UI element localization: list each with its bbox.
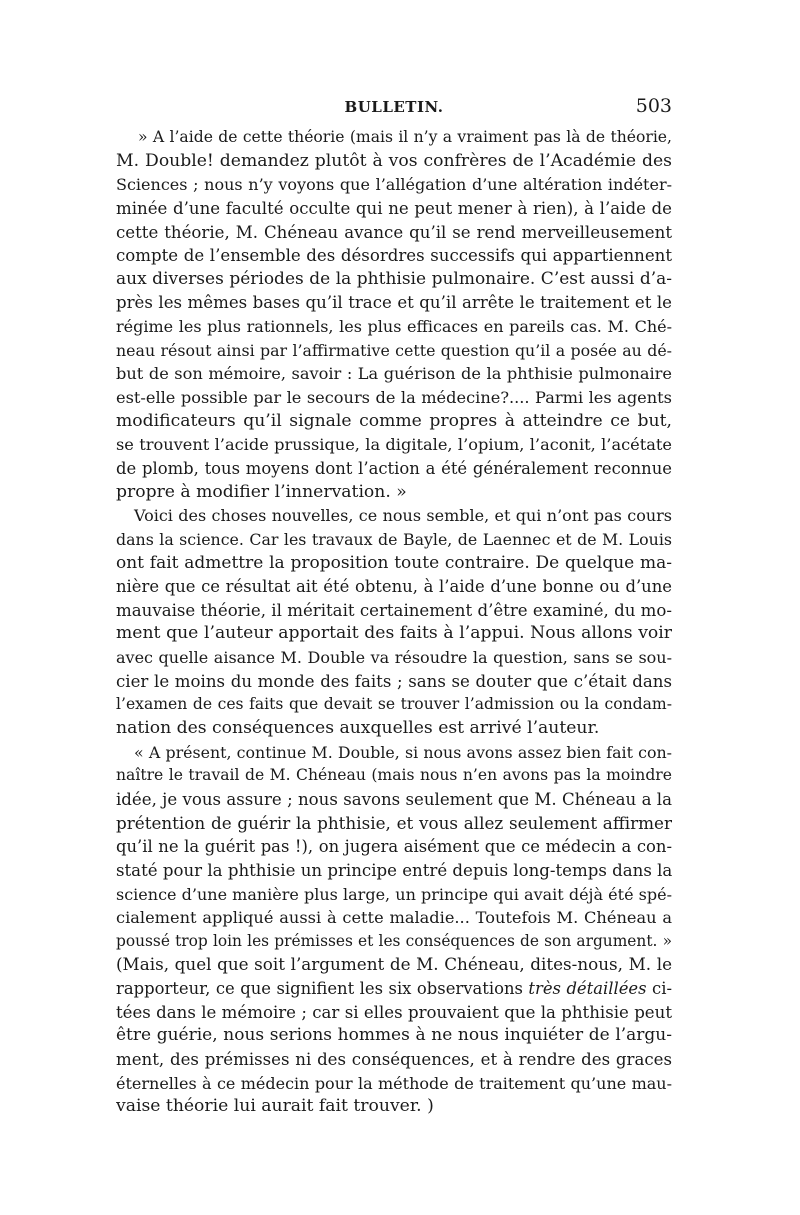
text-line: éternelles à ce médecin pour la méthode de traitement qu’une mau- — [116, 1073, 672, 1093]
text-line: prétention de guérir la phthisie, et vous allez seulement affirmer — [116, 812, 672, 833]
text-line: M. Double! demandez plutôt à vos confrères de l’Académie des — [116, 150, 672, 171]
text-line: près les mêmes bases qu’il trace et qu’il arrête le traitement et le — [116, 293, 672, 313]
text-line: cier le moins du monde des faits ; sans se douter que c’était dans — [116, 671, 672, 691]
page-number: 503 — [635, 95, 672, 117]
text-line: but de son mémoire, savoir : La guérison de la phthisie pulmonaire — [116, 364, 672, 384]
text-line: (Mais, quel que soit l’argument de M. Chéneau, dites-nous, M. le — [116, 954, 672, 975]
text-line: nière que ce résultat ait été obtenu, à l’aide d’une bonne ou d’une — [116, 577, 672, 597]
text-line: naître le travail de M. Chéneau (mais nous n’en avons pas la moindre — [116, 766, 672, 785]
text-line: ment que l’auteur apportait des faits à l’appui. Nous allons voir — [116, 623, 672, 644]
text-line: mauvaise théorie, il méritait certainement d’être examiné, du mo- — [116, 600, 672, 620]
text-segment: ci- — [646, 979, 672, 999]
text-line: » A l’aide de cette théorie (mais il n’y a vraiment pas là de théorie, — [138, 128, 672, 146]
text-line: être guérie, nous serions hommes à ne nous inquiéter de l’argu- — [116, 1025, 672, 1046]
text-line: nation des conséquences auxquelles est arrivé l’auteur. — [116, 718, 600, 739]
text-line-mixed — [116, 977, 672, 1001]
italic-emphasis: très détaillées — [528, 979, 647, 999]
text-line: l’examen de ces faits que devait se trouver l’admission ou la condam- — [116, 695, 672, 714]
text-line: ont fait admettre la proposition toute contraire. De quelque ma- — [116, 552, 672, 573]
text-line: vaise théorie lui aurait fait trouver. ) — [116, 1096, 434, 1117]
text-line: « A présent, continue M. Double, si nous avons assez bien fait con- — [134, 742, 672, 762]
text-line: ment, des prémisses ni des conséquences, et à rendre des graces — [116, 1049, 672, 1069]
text-line: aux diverses périodes de la phthisie pulmonaire. C’est aussi d’a- — [116, 268, 672, 289]
text-line: propre à modifier l’innervation. » — [116, 481, 407, 502]
text-line: tées dans le mémoire ; car si elles prouvaient que la phthisie peut — [116, 1002, 672, 1022]
text-line: avec quelle aisance M. Double va résoudre la question, sans se sou- — [116, 648, 672, 668]
text-line: régime les plus rationnels, les plus efficaces en pareils cas. M. Ché- — [116, 317, 672, 337]
text-line: minée d’une faculté occulte qui ne peut mener à rien), à l’aide de — [116, 198, 672, 218]
text-line: neau résout ainsi par l’affirmative cette question qu’il a posée au dé- — [116, 340, 672, 360]
text-line: staté pour la phthisie un principe entré depuis long-temps dans la — [116, 860, 672, 880]
text-line: de plomb, tous moyens dont l’action a été généralement reconnue — [116, 458, 672, 478]
text-segment: rapporteur, ce que signifient les six observations — [116, 979, 529, 999]
text-line: Voici des choses nouvelles, ce nous semble, et qui n’ont pas cours — [134, 506, 672, 526]
text-line: Sciences ; nous n’y voyons que l’allégation d’une altération indéter- — [116, 175, 672, 195]
text-line: poussé trop loin les prémisses et les conséquences de son argument. » — [116, 931, 672, 950]
text-line: idée, je vous assure ; nous savons seulement que M. Chéneau a la — [116, 789, 672, 809]
text-line: cialement appliqué aussi à cette maladie... Toutefois M. Chéneau a — [116, 908, 672, 928]
text-line: dans la science. Car les travaux de Bayle, de Laennec et de M. Louis — [116, 529, 672, 549]
text-line: science d’une manière plus large, un principe qui avait déjà été spé- — [116, 884, 672, 904]
text-line: modificateurs qu’il signale comme propres à atteindre ce but, — [116, 410, 672, 431]
body-text — [116, 126, 672, 1119]
running-head — [116, 95, 672, 122]
text-line: se trouvent l’acide prussique, la digitale, l’opium, l’aconit, l’acétate — [116, 435, 672, 455]
text-line: cette théorie, M. Chéneau avance qu’il se rend merveilleusement — [116, 222, 672, 242]
text-line: compte de l’ensemble des désordres successifs qui appartiennent — [116, 246, 672, 266]
text-line: qu’il ne la guérit pas !), on jugera aisément que ce médecin a con- — [116, 837, 672, 857]
text-line: est-elle possible par le secours de la médecine?.... Parmi les agents — [116, 388, 672, 408]
running-title: BULLETIN. — [344, 98, 444, 116]
